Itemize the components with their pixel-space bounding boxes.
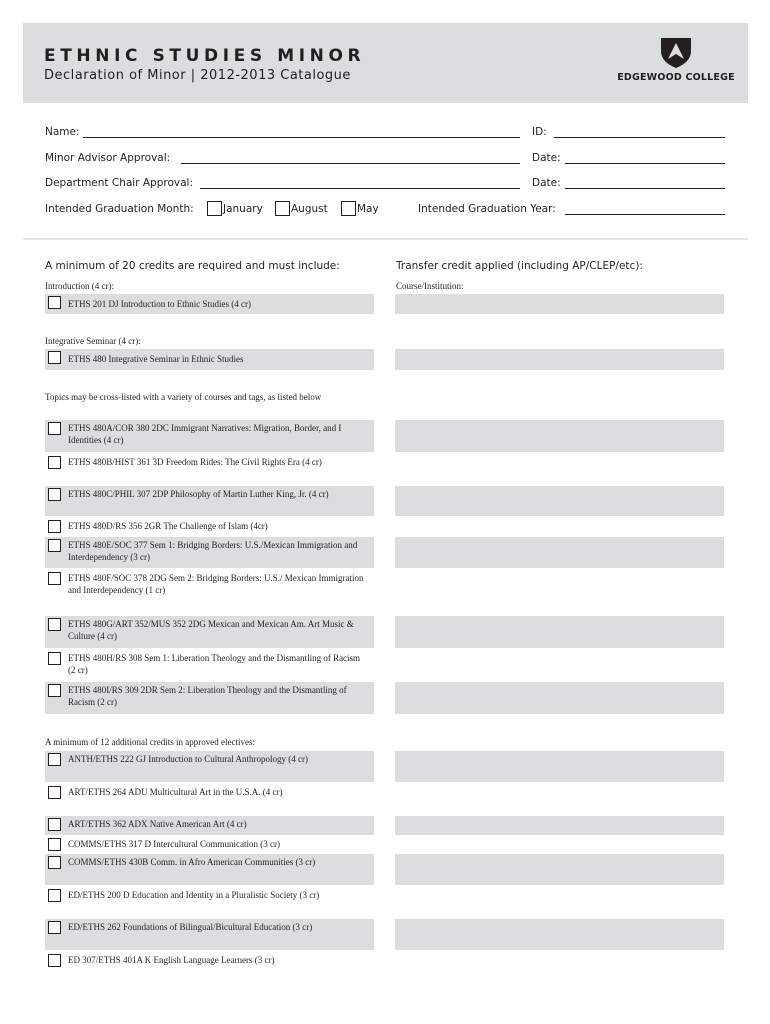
course-item xyxy=(45,294,374,314)
course-text: ETHS 480 Integrative Seminar in Ethnic Studies xyxy=(68,354,244,364)
course-item xyxy=(45,650,374,680)
college-logo-text: EDGEWOOD COLLEGE xyxy=(617,72,735,83)
shield-icon xyxy=(659,37,693,69)
transfer-credit-field[interactable] xyxy=(395,616,724,648)
course-item xyxy=(45,919,374,950)
intro-label: Introduction (4 cr): xyxy=(45,281,114,291)
course-checkbox[interactable] xyxy=(48,856,61,869)
course-item xyxy=(45,751,374,782)
chair-date-label: Date: xyxy=(532,177,561,189)
advisor-label: Minor Advisor Approval: xyxy=(45,152,171,164)
course-checkbox[interactable] xyxy=(48,838,61,851)
course-checkbox[interactable] xyxy=(48,753,61,766)
advisor-date-label: Date: xyxy=(532,152,561,164)
electives-label: A minimum of 12 additional credits in approved electives: xyxy=(45,737,255,747)
transfer-credit-field[interactable] xyxy=(395,751,724,782)
course-checkbox[interactable] xyxy=(48,520,61,533)
course-checkbox[interactable] xyxy=(48,422,61,435)
grad-month-label: Intended Graduation Month: xyxy=(45,203,194,215)
grad-option-label: August xyxy=(291,203,328,215)
course-item xyxy=(45,518,374,536)
requirements-heading: A minimum of 20 credits are required and must include: xyxy=(45,260,340,272)
course-item xyxy=(45,816,374,835)
checkbox-january[interactable] xyxy=(207,201,222,216)
course-item xyxy=(45,486,374,516)
course-text: ETHS 480A/COR 380 2DC Immigrant Narratives: Migration, Border, and I Identities (4 cr) xyxy=(68,423,342,446)
id-field[interactable] xyxy=(554,137,725,138)
advisor-date-field[interactable] xyxy=(565,163,725,164)
course-checkbox[interactable] xyxy=(48,818,61,831)
course-text: ETHS 480H/RS 308 Sem 1: Liberation Theology and the Dismantling of Racism (2 cr) xyxy=(68,653,361,676)
course-text: ETHS 201 DJ Introduction to Ethnic Studies (4 cr) xyxy=(68,299,251,309)
transfer-credit-field[interactable] xyxy=(395,349,724,370)
course-text: ETHS 480G/ART 352/MUS 352 2DG Mexican and Mexican Am. Art Music & Culture (4 cr) xyxy=(68,619,354,642)
course-checkbox[interactable] xyxy=(48,921,61,934)
section-divider xyxy=(23,238,748,240)
checkbox-may[interactable] xyxy=(341,201,356,216)
course-item xyxy=(45,836,374,853)
course-item xyxy=(45,537,374,568)
transfer-credit-field[interactable] xyxy=(395,420,724,452)
transfer-credit-field[interactable] xyxy=(395,537,724,568)
course-text: ANTH/ETHS 222 GJ Introduction to Cultural Anthropology (4 cr) xyxy=(68,754,308,764)
course-text: ETHS 480D/RS 356 2GR The Challenge of Islam (4cr) xyxy=(68,521,268,531)
form-subtitle: Declaration of Minor | 2012-2013 Catalogue xyxy=(44,68,351,83)
college-logo xyxy=(616,37,736,97)
course-text: ED 307/ETHS 401A K English Language Learners (3 cr) xyxy=(68,955,275,965)
transfer-credit-field[interactable] xyxy=(395,486,724,516)
course-text: ART/ETHS 362 ADX Native American Art (4 cr) xyxy=(68,819,247,829)
grad-option-label: May xyxy=(357,203,379,215)
course-text: COMMS/ETHS 317 D Intercultural Communication (3 cr) xyxy=(68,839,280,849)
name-field[interactable] xyxy=(83,137,520,138)
chair-label: Department Chair Approval: xyxy=(45,177,193,189)
form-title: ETHNIC STUDIES MINOR xyxy=(44,46,366,66)
course-checkbox[interactable] xyxy=(48,786,61,799)
grad-option-label: January xyxy=(223,203,263,215)
course-checkbox[interactable] xyxy=(48,572,61,585)
course-item xyxy=(45,420,374,452)
grad-year-label: Intended Graduation Year: xyxy=(418,203,556,215)
course-item xyxy=(45,952,374,970)
course-checkbox[interactable] xyxy=(48,456,61,469)
transfer-credit-field[interactable] xyxy=(395,854,724,885)
course-text: ETHS 480F/SOC 378 2DG Sem 2: Bridging Borders: U.S./ Mexican Immigration and Interdependency (1 cr) xyxy=(68,573,364,596)
transfer-column-label: Course/Institution: xyxy=(396,281,464,291)
course-text: ETHS 480C/PHIL 307 2DP Philosophy of Martin Luther King, Jr. (4 cr) xyxy=(68,489,329,499)
course-text: ART/ETHS 264 ADU Multicultural Art in the U.S.A. (4 cr) xyxy=(68,787,283,797)
transfer-credit-field[interactable] xyxy=(395,294,724,314)
grad-year-field[interactable] xyxy=(565,214,725,215)
course-item xyxy=(45,682,374,714)
course-checkbox[interactable] xyxy=(48,351,61,364)
course-checkbox[interactable] xyxy=(48,488,61,501)
course-item xyxy=(45,570,374,614)
course-checkbox[interactable] xyxy=(48,652,61,665)
transfer-credit-field[interactable] xyxy=(395,919,724,950)
course-checkbox[interactable] xyxy=(48,954,61,967)
id-label: ID: xyxy=(532,126,547,138)
course-text: ED/ETHS 262 Foundations of Bilingual/Bicultural Education (3 cr) xyxy=(68,922,313,932)
course-item xyxy=(45,784,374,814)
course-item xyxy=(45,349,374,370)
header-band xyxy=(23,23,748,103)
transfer-credit-field[interactable] xyxy=(395,682,724,714)
course-text: ED/ETHS 200 D Education and Identity in a Pluralistic Society (3 cr) xyxy=(68,890,320,900)
checkbox-august[interactable] xyxy=(275,201,290,216)
transfer-heading: Transfer credit applied (including AP/CLEP/etc): xyxy=(396,260,643,272)
topics-label: Topics may be cross-listed with a variety of courses and tags, as listed below xyxy=(45,392,322,402)
course-item xyxy=(45,854,374,885)
seminar-label: Integrative Seminar (4 cr): xyxy=(45,336,141,346)
course-checkbox[interactable] xyxy=(48,296,61,309)
course-checkbox[interactable] xyxy=(48,539,61,552)
course-text: ETHS 480I/RS 309 2DR Sem 2: Liberation Theology and the Dismantling of Racism (2 cr) xyxy=(68,685,347,708)
course-checkbox[interactable] xyxy=(48,618,61,631)
advisor-approval-field[interactable] xyxy=(181,163,520,164)
transfer-credit-field[interactable] xyxy=(395,816,724,835)
course-checkbox[interactable] xyxy=(48,684,61,697)
graduation-row xyxy=(45,203,735,219)
chair-date-field[interactable] xyxy=(565,188,725,189)
course-item xyxy=(45,454,374,484)
chair-approval-field[interactable] xyxy=(200,188,520,189)
course-text: ETHS 480B/HIST 361 3D Freedom Rides: The Civil Rights Era (4 cr) xyxy=(68,457,322,467)
course-text: ETHS 480E/SOC 377 Sem 1: Bridging Borders: U.S./Mexican Immigration and Interdependency (3 cr) xyxy=(68,540,358,563)
course-checkbox[interactable] xyxy=(48,889,61,902)
name-label: Name: xyxy=(45,126,80,138)
course-item xyxy=(45,887,374,917)
course-item xyxy=(45,616,374,648)
course-text: COMMS/ETHS 430B Comm. in Afro American Communities (3 cr) xyxy=(68,857,316,867)
